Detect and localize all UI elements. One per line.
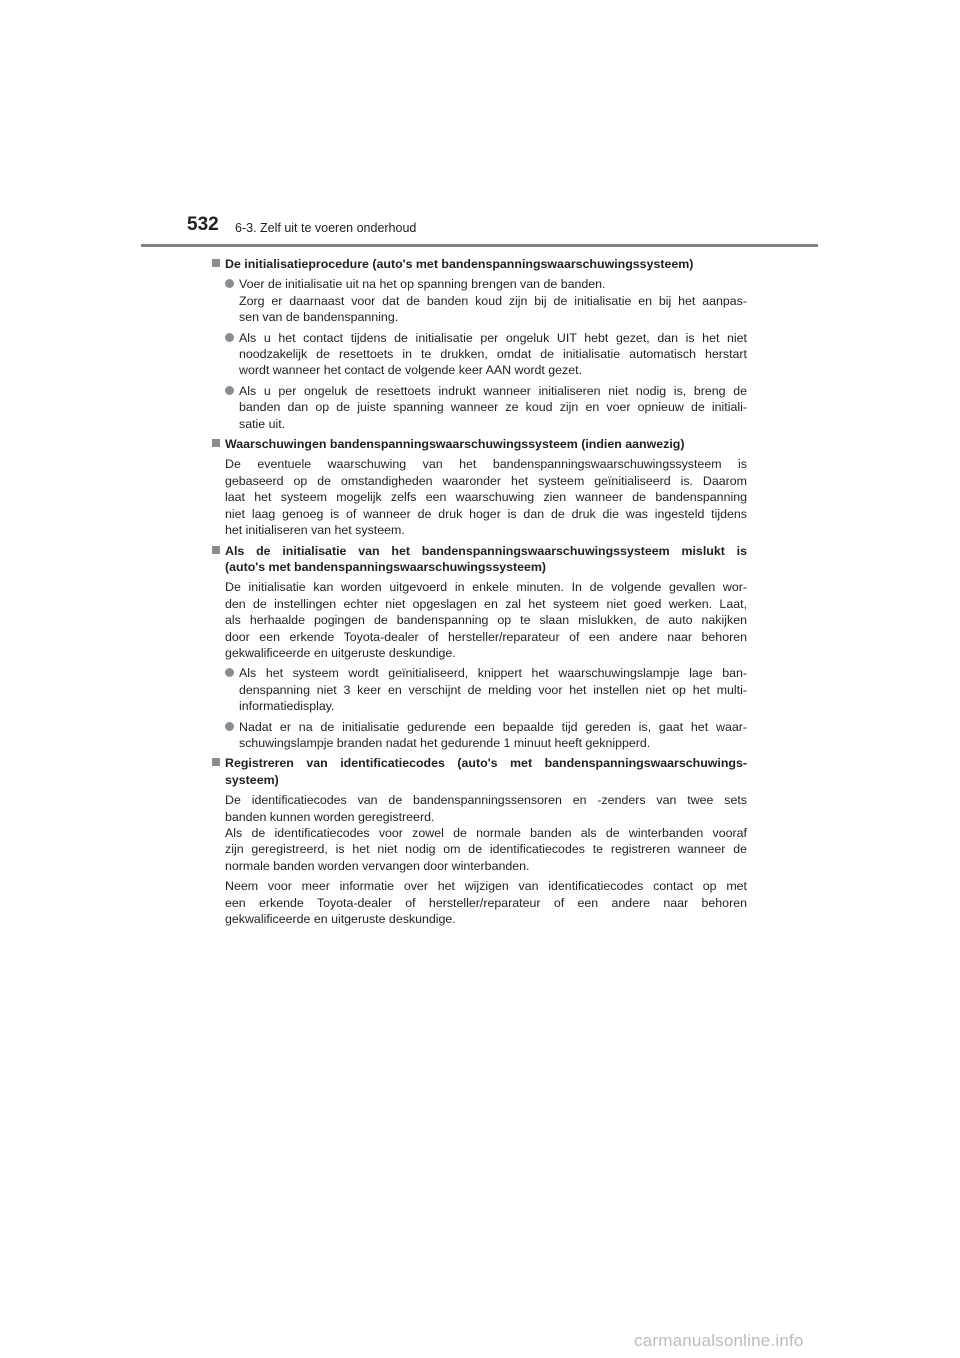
section-initialisation-procedure — [210, 256, 747, 432]
paragraph: De initialisatie kan worden uitgevoerd in enkele minuten. In de volgende gevallen wor- den de instellingen echter niet opgeslagen en zal het systeem niet goed werken. Laat, als herhaalde pogingen de bandenspanning op te slaan mislukken, de auto nakijken door een erkende Toyota-dealer of hersteller/reparateur of een andere naar behoren gekwalificeerde en uitgeruste deskundige. — [225, 580, 747, 660]
main-content — [210, 256, 747, 931]
watermark-link[interactable]: carmanualsonline.info — [634, 1331, 804, 1350]
list-item: Als u per ongeluk de resettoets indrukt wanneer initialiseren niet nodig is, breng de banden dan op de juiste spanning wanneer ze koud zijn en voer opnieuw de initiali- satie uit. — [210, 383, 747, 432]
page-number: 532 — [187, 214, 219, 235]
round-bullet-icon — [225, 333, 234, 342]
section-warnings — [210, 436, 747, 538]
paragraph: De eventuele waarschuwing van het bandenspanningswaarschuwingssysteem is gebaseerd op de omstandigheden waaronder het systeem geïnitialiseerd is. Daarom laat het systeem mogelijk zelfs een waarschuwing zien wanneer de bandenspanning niet laag genoeg is of wanneer de druk hoger is dan de druk die was ingesteld tijdens het initialiseren van het systeem. — [225, 457, 747, 538]
section-heading: De initialisatieprocedure (auto's met bandenspanningswaarschuwingssysteem) — [210, 256, 747, 272]
section-initialisation-failed — [210, 543, 747, 752]
paragraph: Neem voor meer informatie over het wijzigen van identificatiecodes contact op met een erkende Toyota-dealer of hersteller/reparateur of een andere naar behoren gekwalificeerde en uitgeruste deskundige. — [225, 879, 747, 927]
round-bullet-icon — [225, 722, 234, 731]
list-item: Voer de initialisatie uit na het op spanning brengen van de banden. Zorg er daarnaast voor dat de banden koud zijn bij de initialisatie en bij het aanpas- sen van de bandenspanning. — [210, 276, 747, 325]
square-bullet-icon — [212, 439, 220, 447]
square-bullet-icon — [212, 259, 220, 267]
chapter-title: 6-3. Zelf uit te voeren onderhoud — [235, 221, 417, 235]
section-heading: Als de initialisatie van het bandenspanningswaarschuwingssysteem mislukt is (auto's met bandenspanningswaarschuwingssysteem) — [210, 543, 747, 576]
round-bullet-icon — [225, 668, 234, 677]
paragraph: De identificatiecodes van de bandenspanningssensoren en -zenders van twee sets banden kunnen worden geregistreerd. Als de identificatiecodes voor zowel de normale banden als de winterbanden vooraf zijn geregistreerd, is het niet nodig om de identificatiecodes te registreren wanneer de normale banden worden vervangen door winterbanden. — [225, 793, 747, 873]
list-item: Als u het contact tijdens de initialisatie per ongeluk UIT hebt gezet, dan is het niet noodzakelijk de resettoets in te drukken, omdat de initialisatie automatisch herstart wordt wanneer het contact de volgende keer AAN wordt gezet. — [210, 330, 747, 379]
section-heading: Waarschuwingen bandenspanningswaarschuwingssysteem (indien aanwezig) — [210, 436, 747, 452]
list-item: Als het systeem wordt geïnitialiseerd, knippert het waarschuwingslampje lage ban- denspanning niet 3 keer en verschijnt de melding voor het instellen niet op het multi- informatiedisplay. — [210, 665, 747, 714]
list-item: Nadat er na de initialisatie gedurende een bepaalde tijd gereden is, gaat het waar- schuwingslampje branden nadat het gedurende 1 minuut heeft geknipperd. — [210, 719, 747, 752]
round-bullet-icon — [225, 386, 234, 395]
header-divider — [141, 244, 818, 247]
square-bullet-icon — [212, 758, 220, 766]
square-bullet-icon — [212, 546, 220, 554]
round-bullet-icon — [225, 279, 234, 288]
section-heading: Registreren van identificatiecodes (auto's met bandenspanningswaarschuwings- systeem) — [210, 755, 747, 788]
section-register-id-codes — [210, 755, 747, 927]
